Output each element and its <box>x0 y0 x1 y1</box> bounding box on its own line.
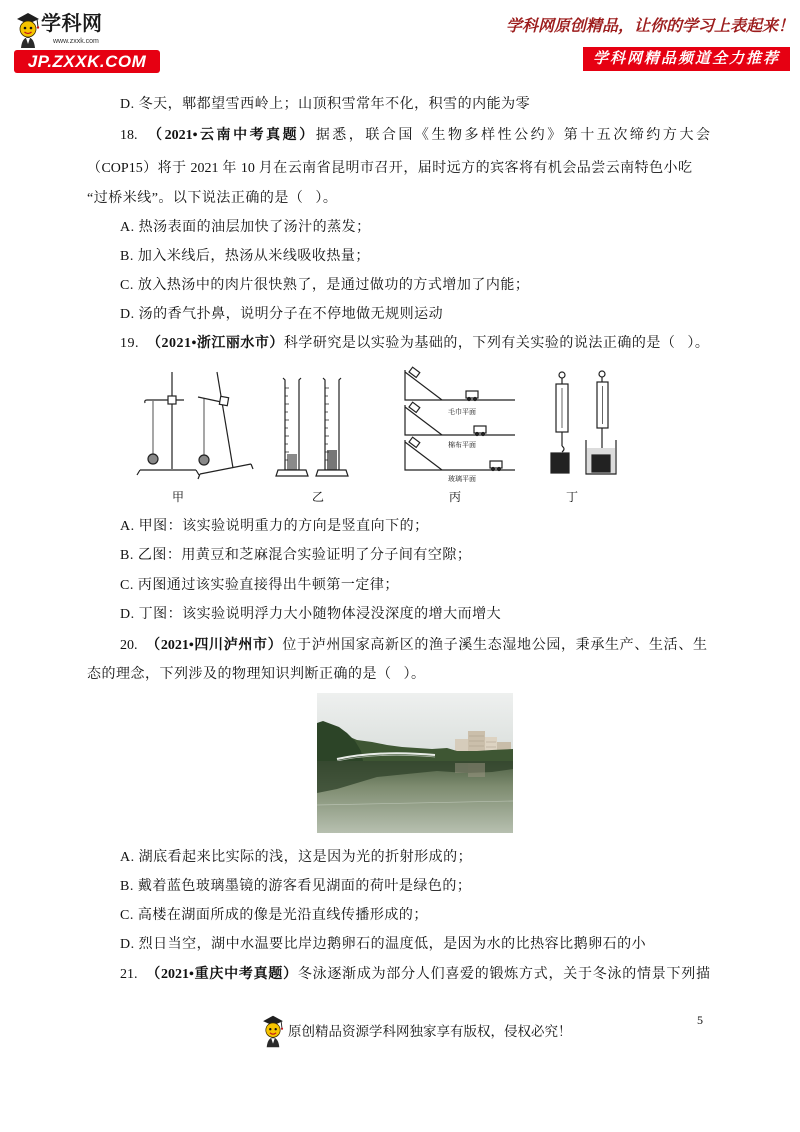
question-number: 21. <box>120 967 138 982</box>
iron-stand-2 <box>198 372 253 479</box>
prev-option-d: D. 冬天，郫都望雪西岭上；山顶积雪常年不化，积雪的内能为零 <box>120 97 531 112</box>
question-number: 19. <box>120 336 139 351</box>
question-stem: 科学研究是以实验为基础的，下列有关实验的说法正确的是（ ）。 <box>283 336 710 351</box>
surface-label-glass: 玻璃平面 <box>448 475 476 483</box>
footer-copyright: 原创精品资源学科网独家享有版权，侵权必究！ <box>288 1024 572 1039</box>
q20-option-c: C. 高楼在湖面所成的像是光沿直线传播形成的； <box>120 908 428 923</box>
surface-label-cotton: 棉布平面 <box>448 441 476 449</box>
q19-option-a: A. 甲图：该实验说明重力的方向是竖直向下的； <box>120 519 429 534</box>
q20-option-d: D. 烈日当空，湖中水温要比岸边鹅卵石的温度低，是因为水的比热容比鹅卵石的小 <box>120 937 647 952</box>
q20-stem-line: 态的理念，下列涉及的物理知识判断正确的是（ ）。 <box>87 667 426 682</box>
q20-stem-line <box>120 636 707 656</box>
question-number: 20. <box>120 638 138 653</box>
header-slogan: 学科网原创精品，让你的学习上表起来！ <box>506 18 795 35</box>
incline-towel <box>405 367 515 400</box>
lake-photo <box>317 693 513 833</box>
q18-option-c: C. 放入热汤中的肉片很快熟了，是通过做功的方式增加了内能； <box>120 278 530 293</box>
experiment-figure <box>130 360 620 510</box>
surface-label-towel: 毛巾平面 <box>448 408 476 416</box>
panel-label-jia: 甲 <box>171 490 185 504</box>
panel-label-bing: 丙 <box>448 490 462 504</box>
q20-option-b: B. 戴着蓝色玻璃墨镜的游客看见湖面的荷叶是绿色的； <box>120 879 472 894</box>
q18-stem-line: （COP15）将于 2021 年 10 月在云南省昆明市召开，届时远方的宾客将有机会品尝云南特色小吃 <box>87 161 692 176</box>
question-source: （2021•四川泸州市） <box>145 638 283 653</box>
page-number: 5 <box>697 1013 703 1027</box>
logo-site: www.zxxk.com <box>53 38 99 45</box>
question-number: 18. <box>120 128 138 143</box>
q21-stem-line <box>120 965 710 985</box>
q18-stem-line: “过桥米线”。以下说法正确的是（ ）。 <box>87 191 338 206</box>
recommend-banner: 学科网精品频道全力推荐 <box>583 47 790 71</box>
spring-balance-2 <box>586 371 616 474</box>
spring-balance-1 <box>551 372 569 473</box>
mascot-icon <box>260 1013 286 1049</box>
q19-option-b: B. 乙图：用黄豆和芝麻混合实验证明了分子间有空隙； <box>120 548 472 563</box>
q18-option-b: B. 加入米线后，热汤从米线吸收热量； <box>120 249 370 264</box>
q18-option-a: A. 热汤表面的油层加快了汤汁的蒸发； <box>120 220 371 235</box>
logo-banner: JP.ZXXK.COM <box>14 50 160 73</box>
q19-stem-line <box>120 334 709 354</box>
graduated-cylinder-1 <box>276 378 308 476</box>
question-source: （2021•重庆中考真题） <box>145 967 298 982</box>
panel-label-yi: 乙 <box>311 490 325 504</box>
logo-name: 学科网 <box>41 13 103 35</box>
question-stem: 位于泸州国家高新区的渔子溪生态湿地公园，秉承生产、生活、生 <box>282 638 708 653</box>
question-stem: 据悉，联合国《生物多样性公约》第十五次缔约方大会 <box>315 128 710 143</box>
question-source: （2021•云南中考真题） <box>145 128 316 143</box>
q19-option-d: D. 丁图：该实验说明浮力大小随物体浸没深度的增大而增大 <box>120 607 502 622</box>
q20-option-a: A. 湖底看起来比实际的浅，这是因为光的折射形成的； <box>120 850 473 865</box>
panel-label-ding: 丁 <box>565 490 579 504</box>
question-stem: 冬泳逐渐成为部分人们喜爱的锻炼方式，关于冬泳的情景下列描 <box>297 967 710 982</box>
graduated-cylinder-2 <box>316 378 348 476</box>
q19-option-c: C. 丙图通过该实验直接得出牛顿第一定律； <box>120 578 399 593</box>
mascot-icon <box>14 10 42 50</box>
iron-stand-1 <box>137 372 199 475</box>
question-source: （2021•浙江丽水市） <box>147 336 284 351</box>
q18-stem-line <box>120 126 710 146</box>
q18-option-d: D. 汤的香气扑鼻，说明分子在不停地做无规则运动 <box>120 307 444 322</box>
